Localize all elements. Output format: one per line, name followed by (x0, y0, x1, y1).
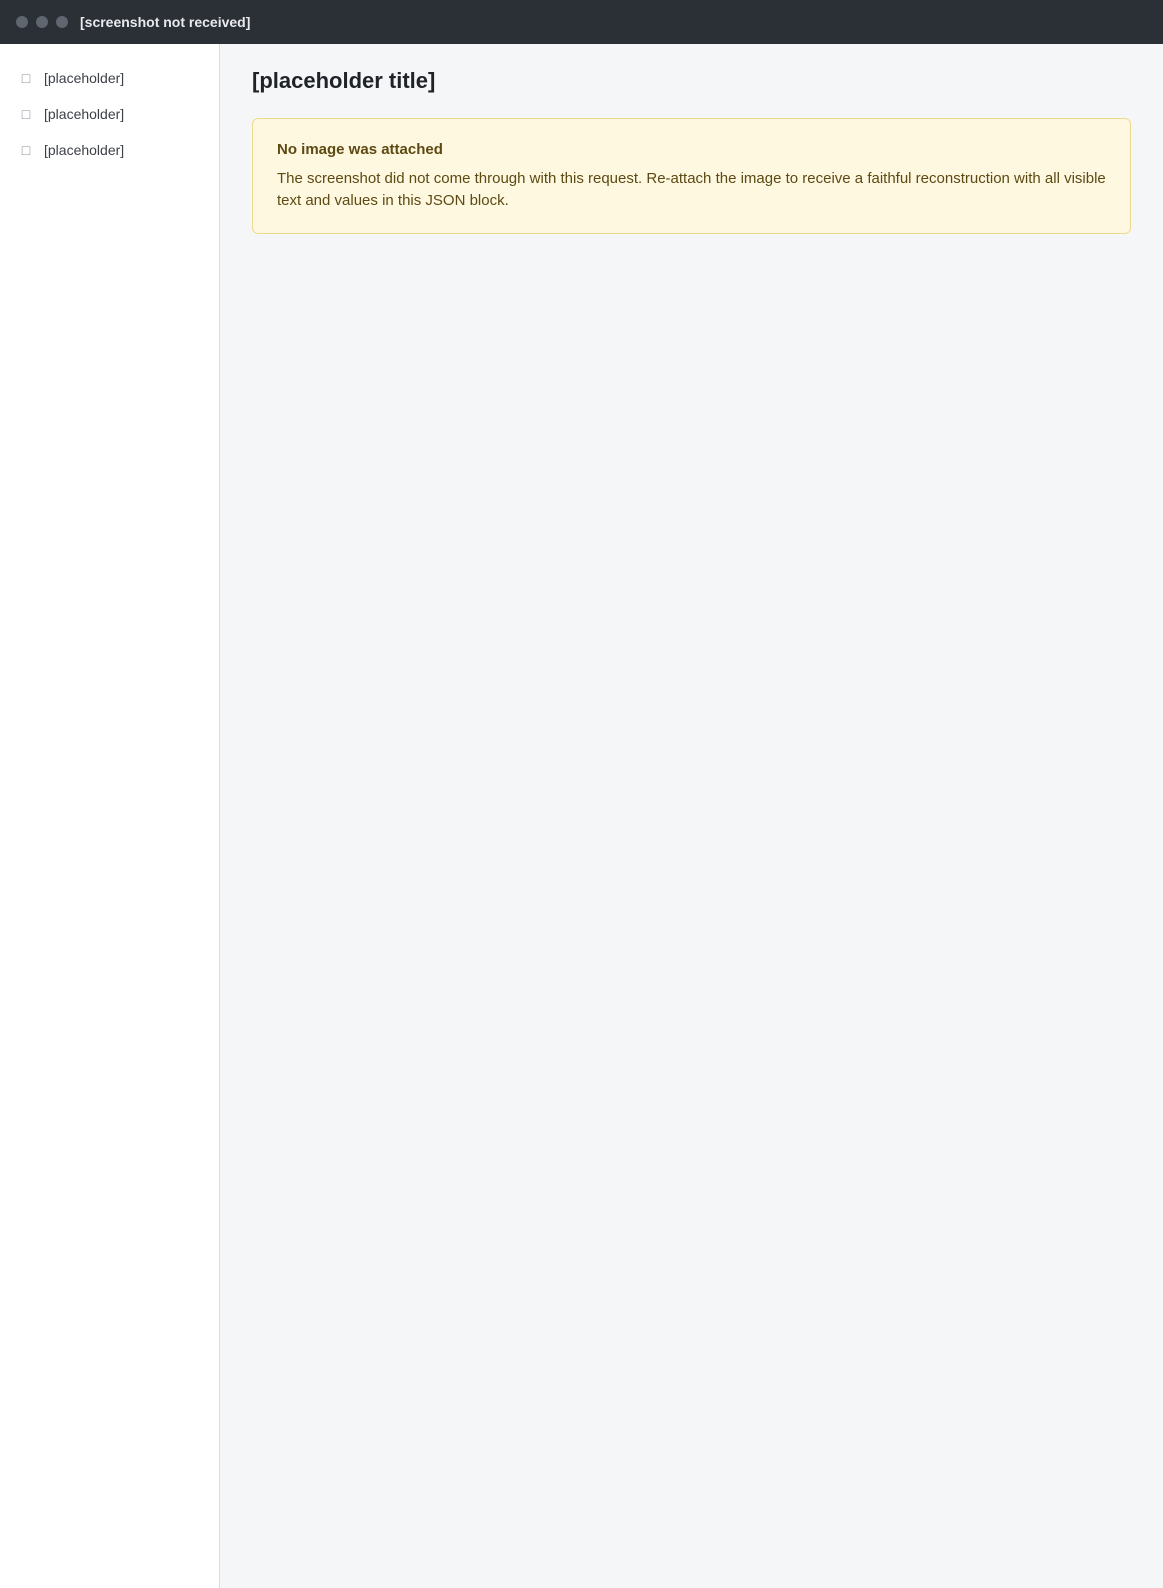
sidebar-item-3[interactable] (0, 132, 219, 168)
title-bar (0, 0, 1163, 44)
missing-image-notice (252, 118, 1131, 234)
window-controls[interactable] (16, 16, 68, 28)
sidebar-item-1[interactable] (0, 60, 219, 96)
sidebar-item-label: [placeholder] (44, 106, 125, 122)
sidebar (0, 44, 220, 1588)
page-title: [placeholder title] (252, 68, 436, 93)
window-title: [screenshot not received] (80, 14, 251, 30)
square-icon: □ (21, 70, 31, 86)
notice-body: The screenshot did not come through with this request. Re-attach the image to receive a faithful reconstruction with all visible text and values in this JSON block. (277, 169, 1106, 209)
sidebar-item-2[interactable] (0, 96, 219, 132)
maximize-window-icon[interactable] (56, 16, 68, 28)
minimize-window-icon[interactable] (36, 16, 48, 28)
main-content (220, 44, 1163, 1588)
notice-heading: No image was attached (277, 141, 443, 158)
app-body (0, 44, 1163, 1588)
sidebar-item-label: [placeholder] (44, 70, 125, 86)
close-window-icon[interactable] (16, 16, 28, 28)
sidebar-item-label: [placeholder] (44, 142, 125, 158)
square-icon: □ (21, 106, 31, 122)
square-icon: □ (21, 142, 31, 158)
